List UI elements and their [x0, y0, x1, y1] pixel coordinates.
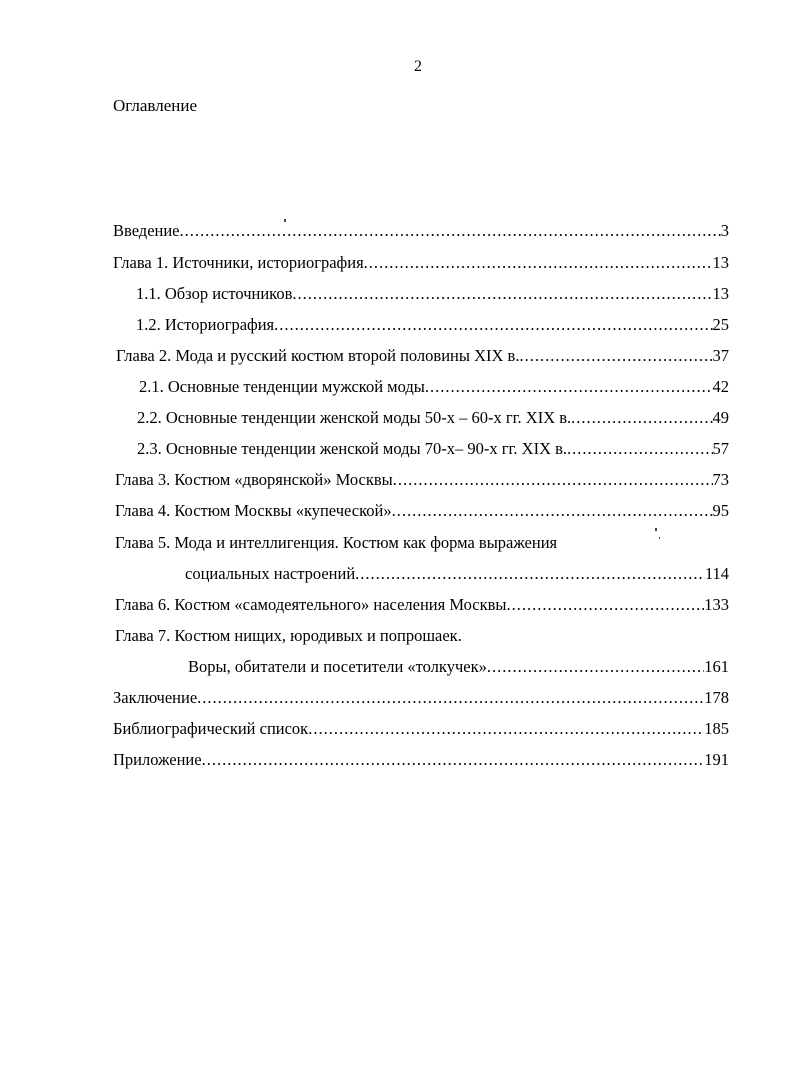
scan-speck	[655, 528, 657, 531]
toc-entry-chapter-5-title[interactable]: Глава 5. Мода и интеллигенция. Костюм как форма выражения	[115, 533, 558, 552]
toc-entry-chapter-5[interactable]	[185, 559, 729, 589]
dot-leader	[519, 341, 712, 371]
dot-leader	[197, 683, 704, 713]
toc-entry-page: 114	[704, 564, 729, 583]
toc-entry-page: 178	[704, 688, 729, 707]
dot-leader	[308, 714, 704, 744]
toc-entry-title: 2.3. Основные тенденции женской моды 70-х– 90-х гг. XIX в.	[137, 439, 568, 458]
toc-entry-chapter-7-title[interactable]: Глава 7. Костюм нищих, юродивых и попрошаек.	[115, 626, 462, 645]
toc-entry-page: 95	[712, 501, 729, 520]
toc-entry-title: 1.1. Обзор источников	[136, 284, 293, 303]
toc-entry-page: 191	[704, 750, 729, 769]
dot-leader	[274, 310, 712, 340]
toc-entry-chapter-4[interactable]	[115, 496, 729, 526]
dot-leader	[292, 279, 712, 309]
toc-entry-title: Заключение	[113, 688, 198, 707]
dot-leader	[180, 216, 721, 246]
toc-entry-section-1-1[interactable]	[136, 279, 729, 309]
toc-entry-chapter-7[interactable]	[188, 652, 729, 682]
toc-entry-conclusion[interactable]	[113, 683, 729, 713]
dot-leader	[202, 745, 705, 775]
toc-entry-introduction[interactable]	[113, 216, 729, 246]
dot-leader	[393, 465, 713, 495]
toc-entry-page: 3	[720, 221, 729, 240]
toc-entry-section-2-3[interactable]	[137, 434, 729, 464]
toc-entry-page: 73	[712, 470, 729, 489]
dot-leader	[392, 496, 713, 526]
page-number: 2	[414, 58, 422, 75]
dot-leader	[487, 652, 704, 682]
toc-entry-chapter-6[interactable]	[115, 590, 729, 620]
toc-entry-section-2-2[interactable]	[137, 403, 729, 433]
toc-entry-section-1-2[interactable]	[136, 310, 729, 340]
dot-leader	[506, 590, 704, 620]
dot-leader	[425, 372, 713, 402]
toc-entry-title: Глава 3. Костюм «дворянской» Москвы	[115, 470, 393, 489]
toc-entry-page: 13	[712, 284, 729, 303]
toc-entry-title: 2.2. Основные тенденции женской моды 50-х – 60-х гг. XIX в.	[137, 408, 572, 427]
scan-speck	[659, 537, 660, 539]
dot-leader	[355, 559, 705, 589]
page-title: Оглавление	[113, 96, 197, 115]
toc-entry-continuation: социальных настроений	[185, 564, 356, 583]
dot-leader	[364, 248, 713, 278]
toc-entry-section-2-1[interactable]	[139, 372, 729, 402]
toc-entry-continuation: Воры, обитатели и посетители «толкучек»	[188, 657, 487, 676]
toc-entry-title: Глава 6. Костюм «самодеятельного» населения Москвы	[115, 595, 507, 614]
toc-entry-title: 2.1. Основные тенденции мужской моды	[139, 377, 425, 396]
toc-entry-title: Глава 1. Источники, историография	[113, 253, 364, 272]
toc-entry-page: 161	[704, 657, 729, 676]
toc-entry-chapter-3[interactable]	[115, 465, 729, 495]
toc-entry-title: Библиографический список	[113, 719, 309, 738]
toc-entry-page: 13	[712, 253, 729, 272]
toc-entry-page: 57	[712, 439, 729, 458]
toc-entry-title: 1.2. Историография	[136, 315, 275, 334]
toc-entry-page: 133	[704, 595, 729, 614]
toc-entry-page: 42	[712, 377, 729, 396]
toc-entry-title: Приложение	[113, 750, 202, 769]
toc-entry-chapter-2[interactable]	[116, 341, 729, 371]
toc-entry-appendix[interactable]	[113, 745, 729, 775]
dot-leader	[571, 403, 712, 433]
toc-entry-title: Глава 2. Мода и русский костюм второй половины XIX в.	[116, 346, 520, 365]
scan-speck	[284, 219, 286, 222]
toc-entry-page: 185	[704, 719, 729, 738]
toc-entry-bibliography[interactable]	[113, 714, 729, 744]
toc-entry-chapter-1[interactable]	[113, 248, 729, 278]
dot-leader	[567, 434, 712, 464]
toc-entry-title: Введение	[113, 221, 180, 240]
toc-entry-page: 25	[712, 315, 729, 334]
toc-entry-page: 49	[712, 408, 729, 427]
toc-entry-page: 37	[712, 346, 729, 365]
toc-entry-title: Глава 4. Костюм Москвы «купеческой»	[115, 501, 392, 520]
